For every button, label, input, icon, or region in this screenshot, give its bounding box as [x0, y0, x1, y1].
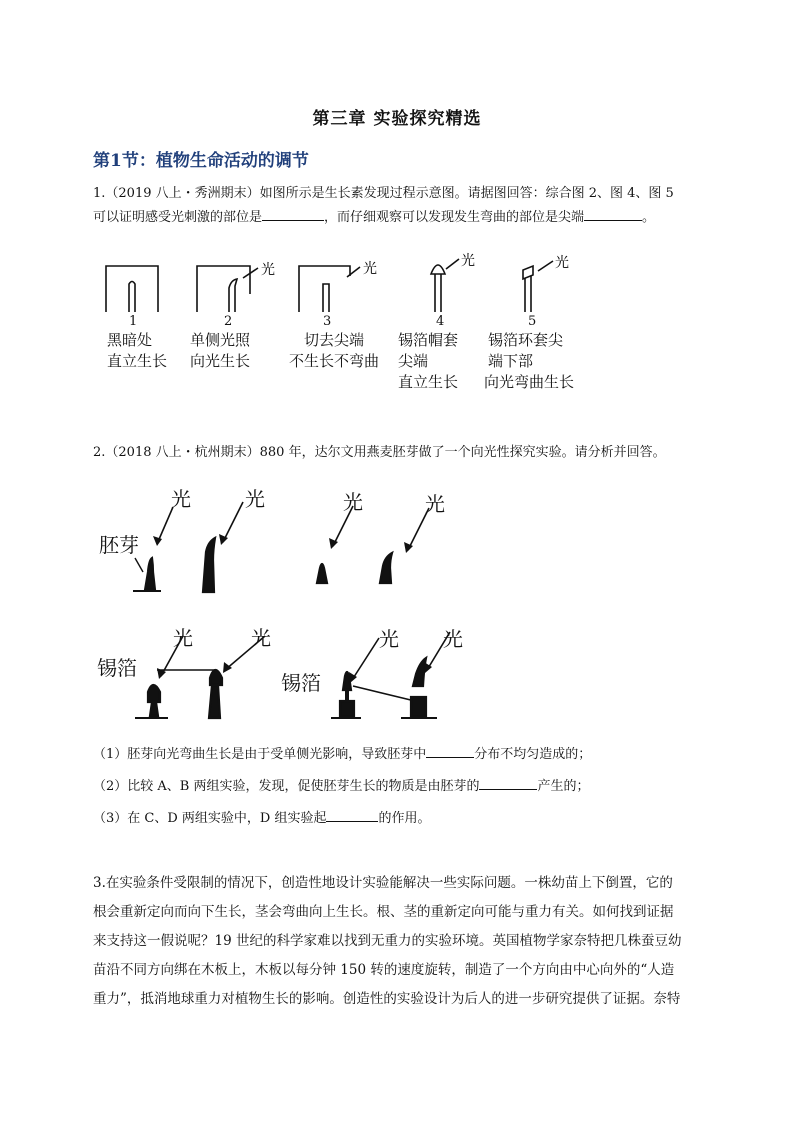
question-2-intro: 2.（2018 八上・杭州期末）880 年，达尔文用燕麦胚芽做了一个向光性探究实验。请分析并回答。 — [93, 445, 666, 460]
fig4-light-arrow — [446, 259, 459, 269]
paragraph-line: 来支持这一假说呢？19 世纪的科学家难以找到无重力的实验环境。英国植物学家奈特把几株蚕豆幼 — [93, 933, 682, 949]
fig4-caption: 锡箔帽套 尖端 直立生长 — [398, 331, 459, 391]
light-label: 光 — [555, 255, 569, 271]
light-label: 光 — [461, 253, 475, 269]
light-label: 光 — [171, 487, 191, 511]
paragraph-line: 根会重新定向而向下生长，茎会弯曲向上生长。根、茎的重新定向可能与重力有关。如何找到证据 — [93, 904, 674, 920]
fig5-seedling — [525, 276, 531, 312]
paragraph-line: 重力”，抵消地球重力对植物生长的影响。创造性的实验设计为后人的进一步研究提供了证据。奈特 — [93, 991, 681, 1007]
coleoptile-a2 — [203, 538, 215, 592]
fig3-box — [299, 266, 350, 312]
light-label: 光 — [245, 487, 265, 511]
fig1-box — [106, 266, 158, 312]
fig-number: 4 — [436, 314, 445, 329]
question-1-text — [93, 182, 713, 230]
coleoptile-label: 胚芽 — [99, 533, 139, 557]
light-label: 光 — [379, 627, 399, 651]
foil-label: 锡箔 — [97, 656, 137, 680]
fig3-seedling — [323, 284, 329, 312]
coleoptile-b1 — [150, 702, 158, 716]
light-label: 光 — [425, 492, 445, 516]
foil-cap — [210, 670, 222, 685]
coleoptile-b2 — [209, 685, 220, 718]
light-label: 光 — [443, 627, 463, 651]
fig3-caption: 切去尖端 不生长不弯曲 — [289, 331, 380, 370]
question-2-sub1: （1）胚芽向光弯曲生长是由于受单侧光影响，导致胚芽中 分布不均匀造成的； — [93, 743, 591, 767]
fig2-seedling — [229, 279, 237, 312]
question-1-line1: 1.（2019 八上・秀洲期末）如图所示是生长素发现过程示意图。请据图回答：综合图 2、图 4、图 5 — [93, 186, 674, 201]
fig-number: 5 — [528, 314, 537, 329]
question-2-sub2: （2）比较 A、B 两组实验，发现，促使胚芽生长的物质是由胚芽的 产生的； — [93, 775, 590, 799]
answer-blank[interactable] — [426, 743, 474, 758]
question-2-sub3: （3）在 C、D 两组实验中，D 组实验起 的作用。 — [93, 807, 430, 831]
light-label: 光 — [363, 261, 377, 277]
paragraph-line: 3.在实验条件受限制的情况下，创造性地设计实验能解决一些实际问题。一株幼苗上下倒置，它的 — [93, 875, 673, 891]
light-arrow — [223, 502, 243, 542]
answer-blank[interactable] — [262, 206, 324, 221]
fig1-caption: 黑暗处 直立生长 — [107, 331, 168, 370]
paragraph-line: 苗沿不同方向绑在木板上，木板以每分钟 150 转的速度旋转，制造了一个方向由中心向外的“人造 — [93, 962, 675, 978]
coleoptile-a1 — [145, 558, 155, 590]
fig1-seedling — [129, 282, 135, 313]
question-1-line2: 可以证明感受光刺激的部位是 ，而仔细观察可以发现发生弯曲的部位是尖端 。 — [93, 206, 713, 230]
question-3-text — [93, 869, 713, 1014]
chapter-title: 第三章 实验探究精选 — [312, 109, 482, 129]
arrow-head — [223, 662, 232, 673]
darwin-experiment-diagram — [95, 480, 485, 730]
light-arrow — [352, 638, 379, 680]
foil-ring — [340, 701, 354, 717]
fig-number: 1 — [129, 314, 138, 329]
foil-ring — [411, 697, 426, 717]
fig-number: 2 — [224, 314, 233, 329]
fig5-light-arrow — [538, 261, 553, 271]
section-title: 第1节：植物生命活动的调节 — [93, 151, 309, 171]
fig2-caption: 单侧光照 向光生长 — [190, 331, 251, 370]
coleoptile-c1 — [317, 564, 327, 583]
fig-number: 3 — [323, 314, 332, 329]
answer-blank[interactable] — [584, 206, 642, 221]
fig3-light-arrow — [347, 267, 360, 277]
answer-blank[interactable] — [479, 775, 537, 790]
fig5-caption: 锡箔环套尖 端下部 向光弯曲生长 — [484, 331, 575, 391]
growth-hormone-diagram — [100, 250, 600, 330]
fig4-foil-cap — [431, 265, 445, 274]
light-label: 光 — [261, 262, 275, 278]
connector-line — [353, 686, 419, 702]
answer-blank[interactable] — [326, 807, 378, 822]
fig4-seedling — [435, 274, 441, 312]
light-label: 光 — [251, 626, 271, 650]
fig2-box — [197, 266, 250, 312]
light-label: 光 — [343, 490, 363, 514]
coleoptile-d1 — [380, 553, 392, 583]
foil-cap — [148, 685, 160, 702]
light-label: 光 — [173, 626, 193, 650]
foil-label: 锡箔 — [281, 671, 321, 695]
pointer-line — [135, 558, 143, 572]
